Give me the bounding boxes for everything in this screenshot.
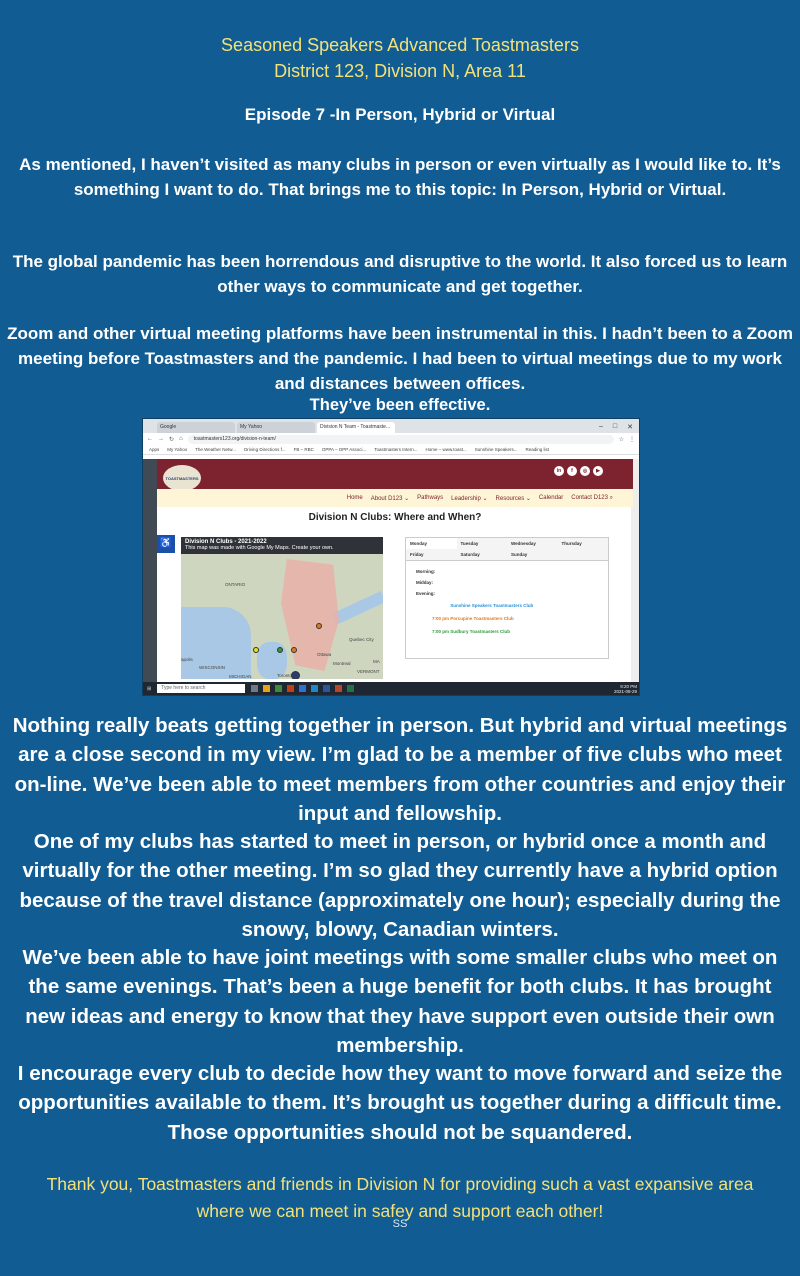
menu-icon[interactable]: ⋮ bbox=[629, 436, 635, 443]
map-label: WISCONSIN bbox=[199, 665, 226, 670]
website-screenshot bbox=[142, 418, 640, 696]
map-subtitle: This map was made with Google My Maps. Create your own. bbox=[185, 545, 334, 551]
file-explorer-icon[interactable] bbox=[263, 685, 270, 692]
body-paragraph-4: I encourage every club to decide how they want to move forward and seize the opportunities available to them. It’s brought us together during a difficult time. Those opportunities should not be squandered. bbox=[17, 1062, 783, 1144]
instagram-icon[interactable]: ◎ bbox=[580, 466, 590, 476]
nav-home[interactable]: Home bbox=[346, 495, 363, 501]
home-icon[interactable]: ⌂ bbox=[179, 436, 183, 442]
slot-midday: Midday: bbox=[416, 580, 434, 585]
powerpoint-icon[interactable] bbox=[335, 685, 342, 692]
minimize-icon[interactable]: – bbox=[598, 423, 603, 430]
browser-tab[interactable]: Google bbox=[157, 422, 235, 433]
close-icon[interactable]: ✕ bbox=[627, 424, 633, 431]
bookmark-item[interactable]: The Weather Netw... bbox=[195, 447, 237, 452]
newsletter-header bbox=[0, 32, 800, 84]
club-entry[interactable] bbox=[406, 596, 608, 608]
body-paragraph-3: We’ve been able to have joint meetings with some smaller clubs who meet on the same evenings. That’s been a huge benefit for both clubs. It has brought new ideas and energy to know that they have support even outside their own membership. bbox=[22, 946, 778, 1057]
tab-saturday[interactable]: Saturday bbox=[460, 552, 480, 557]
star-icon[interactable]: ☆ bbox=[618, 436, 624, 443]
map-pin[interactable] bbox=[253, 647, 259, 653]
nav-contact[interactable]: Contact D123 ⌕ bbox=[571, 494, 613, 501]
bookmark-item[interactable]: Apps bbox=[149, 447, 160, 452]
nav-about[interactable]: About D123 ⌄ bbox=[370, 495, 410, 502]
taskbar-search-input[interactable]: Type here to search bbox=[157, 684, 245, 693]
facebook-icon[interactable]: f bbox=[567, 466, 577, 476]
map-label: Toronto bbox=[277, 673, 293, 678]
tab-monday[interactable]: Monday bbox=[406, 538, 457, 549]
club-time: 7:00 pm bbox=[432, 616, 450, 621]
youtube-icon[interactable]: ▶ bbox=[593, 466, 603, 476]
desktop-strip bbox=[143, 459, 157, 684]
clock-date: 2021-08-29 bbox=[613, 688, 637, 694]
map-title: Division N Clubs - 2021-2022 bbox=[185, 539, 267, 545]
site-nav bbox=[157, 489, 633, 507]
slot-evening: Evening: bbox=[416, 591, 436, 596]
windows-start-icon[interactable]: ⊞ bbox=[147, 685, 152, 692]
clock-time: 9:20 PM bbox=[620, 683, 637, 689]
bookmark-item[interactable]: Sunshine Speakers... bbox=[474, 447, 518, 452]
edge-icon[interactable] bbox=[299, 685, 306, 692]
bookmark-item[interactable]: FB – RBC bbox=[293, 447, 314, 452]
url-field[interactable]: toastmasters123.org/division-n-team/ bbox=[188, 435, 614, 444]
intro-paragraph-3: Zoom and other virtual meeting platforms have been instrumental in this. I hadn’t been to a Zoom meeting before Toastmasters and the pandemic. I had been to virtual meetings due to my work and distances between offices. bbox=[7, 324, 793, 393]
windows-taskbar bbox=[143, 682, 640, 695]
maximize-icon[interactable]: □ bbox=[612, 423, 618, 430]
club-time: 7:00 pm bbox=[432, 603, 450, 608]
club-time: 7:00 pm bbox=[432, 629, 450, 634]
body-paragraph-2: One of my clubs has started to meet in person, or hybrid once a month and virtually for the other meeting. I’m so glad they currently have a hybrid option because of the travel distance (approximately one hour); especially during the snowy, blowy, Canadian winters. bbox=[19, 830, 781, 941]
map-header bbox=[181, 537, 383, 554]
linkedin-icon[interactable]: in bbox=[554, 466, 564, 476]
header-club-name: Seasoned Speakers Advanced Toastmasters bbox=[221, 35, 579, 55]
task-view-icon[interactable] bbox=[251, 685, 258, 692]
nav-resources[interactable]: Resources ⌄ bbox=[495, 495, 531, 502]
thank-you-text: Thank you, Toastmasters and friends in Division N for providing such a vast expansive area where we can meet in safey and support each other! bbox=[46, 1174, 754, 1221]
bookmark-item[interactable]: Toastmasters Intern... bbox=[374, 447, 418, 452]
reload-icon[interactable]: ↻ bbox=[169, 436, 175, 443]
intro-paragraph-4: They’ve been effective. bbox=[309, 396, 491, 414]
tab-tuesday[interactable]: Tuesday bbox=[460, 541, 479, 546]
bookmark-item[interactable]: Driving Directions f... bbox=[244, 447, 286, 452]
club-entry[interactable] bbox=[406, 621, 608, 634]
forward-icon[interactable]: → bbox=[158, 436, 164, 442]
club-name[interactable]: Sunshine Speakers Toastmasters Club bbox=[450, 603, 534, 608]
window-controls bbox=[599, 423, 639, 433]
header-district: District 123, Division N, Area 11 bbox=[274, 61, 526, 81]
day-tabs bbox=[406, 538, 608, 561]
browser-tab-active[interactable]: Division N Team - Toastmaste... bbox=[317, 422, 395, 433]
tab-wednesday[interactable]: Wednesday bbox=[511, 541, 536, 546]
address-bar-row bbox=[143, 433, 639, 445]
map-label: Ottawa bbox=[317, 652, 332, 657]
signature: SS bbox=[392, 1218, 408, 1230]
browser-tab-bar bbox=[143, 419, 639, 433]
club-name[interactable]: Sudbury Toastmasters Club bbox=[450, 629, 510, 634]
schedule-panel bbox=[405, 537, 609, 659]
chrome-icon[interactable] bbox=[275, 685, 282, 692]
social-icons bbox=[554, 466, 603, 476]
taskbar-clock[interactable] bbox=[614, 684, 637, 694]
back-icon[interactable]: ← bbox=[147, 436, 153, 442]
clubs-map[interactable] bbox=[181, 537, 383, 679]
nav-calendar[interactable]: Calendar bbox=[538, 495, 564, 501]
bookmark-item[interactable]: Home – www.toast... bbox=[425, 447, 467, 452]
thank-you-note bbox=[0, 1171, 800, 1225]
nav-pathways[interactable]: Pathways bbox=[417, 495, 444, 501]
accessibility-icon[interactable]: ♿ bbox=[157, 535, 175, 553]
body-paragraph-1: Nothing really beats getting together in person. But hybrid and virtual meetings are a close second in my view. I’m glad to be a member of five clubs who meet on-line. We’ve been able to meet members from other countries and enjoy their input and fellowship. bbox=[12, 714, 788, 825]
map-pin[interactable] bbox=[291, 647, 297, 653]
episode-title: Episode 7 -In Person, Hybrid or Virtual bbox=[244, 105, 556, 124]
map-label: MA bbox=[373, 659, 380, 664]
map-label: Quebec City bbox=[349, 637, 374, 642]
club-entry[interactable] bbox=[406, 608, 608, 621]
excel-icon[interactable] bbox=[347, 685, 354, 692]
slot-morning: Morning: bbox=[416, 569, 436, 574]
outlook-icon[interactable] bbox=[311, 685, 318, 692]
tab-thursday[interactable]: Thursday bbox=[561, 541, 582, 546]
nav-leadership[interactable]: Leadership ⌄ bbox=[451, 495, 488, 502]
bookmark-item[interactable]: My Yahoo bbox=[167, 447, 188, 452]
map-label: VERMONT bbox=[357, 669, 380, 674]
map-pin[interactable] bbox=[316, 623, 322, 629]
word-icon[interactable] bbox=[323, 685, 330, 692]
map-label: MICHIGAN bbox=[229, 674, 252, 679]
club-name[interactable]: Porcupine Toastmasters Club bbox=[450, 616, 514, 621]
office-icon[interactable] bbox=[287, 685, 294, 692]
intro-paragraph-2: The global pandemic has been horrendous and disruptive to the world. It also forced us to learn other ways to communicate and get together. bbox=[12, 252, 788, 296]
map-label: ONTARIO bbox=[225, 582, 246, 587]
map-pin[interactable] bbox=[291, 671, 300, 679]
tab-sunday[interactable]: Sunday bbox=[511, 552, 528, 557]
toastmasters-logo[interactable]: TOASTMASTERS bbox=[163, 465, 201, 491]
map-label: Montreal bbox=[333, 661, 351, 666]
page-title: Division N Clubs: Where and When? bbox=[308, 512, 482, 523]
map-pin[interactable] bbox=[277, 647, 283, 653]
intro-paragraph-1: As mentioned, I haven’t visited as many clubs in person or even virtually as I would like to. It’s something I want to do. That brings me to this topic: In Person, Hybrid or Virtual. bbox=[19, 155, 781, 199]
tab-friday[interactable]: Friday bbox=[410, 552, 424, 557]
browser-tab[interactable]: My Yahoo bbox=[237, 422, 315, 433]
taskbar-apps bbox=[251, 685, 354, 692]
bookmark-item[interactable]: Reading list bbox=[525, 447, 550, 452]
map-label: apolis bbox=[181, 657, 193, 662]
bookmark-item[interactable]: OPPA – OPP Associ... bbox=[321, 447, 367, 452]
bookmarks-bar bbox=[143, 445, 639, 455]
